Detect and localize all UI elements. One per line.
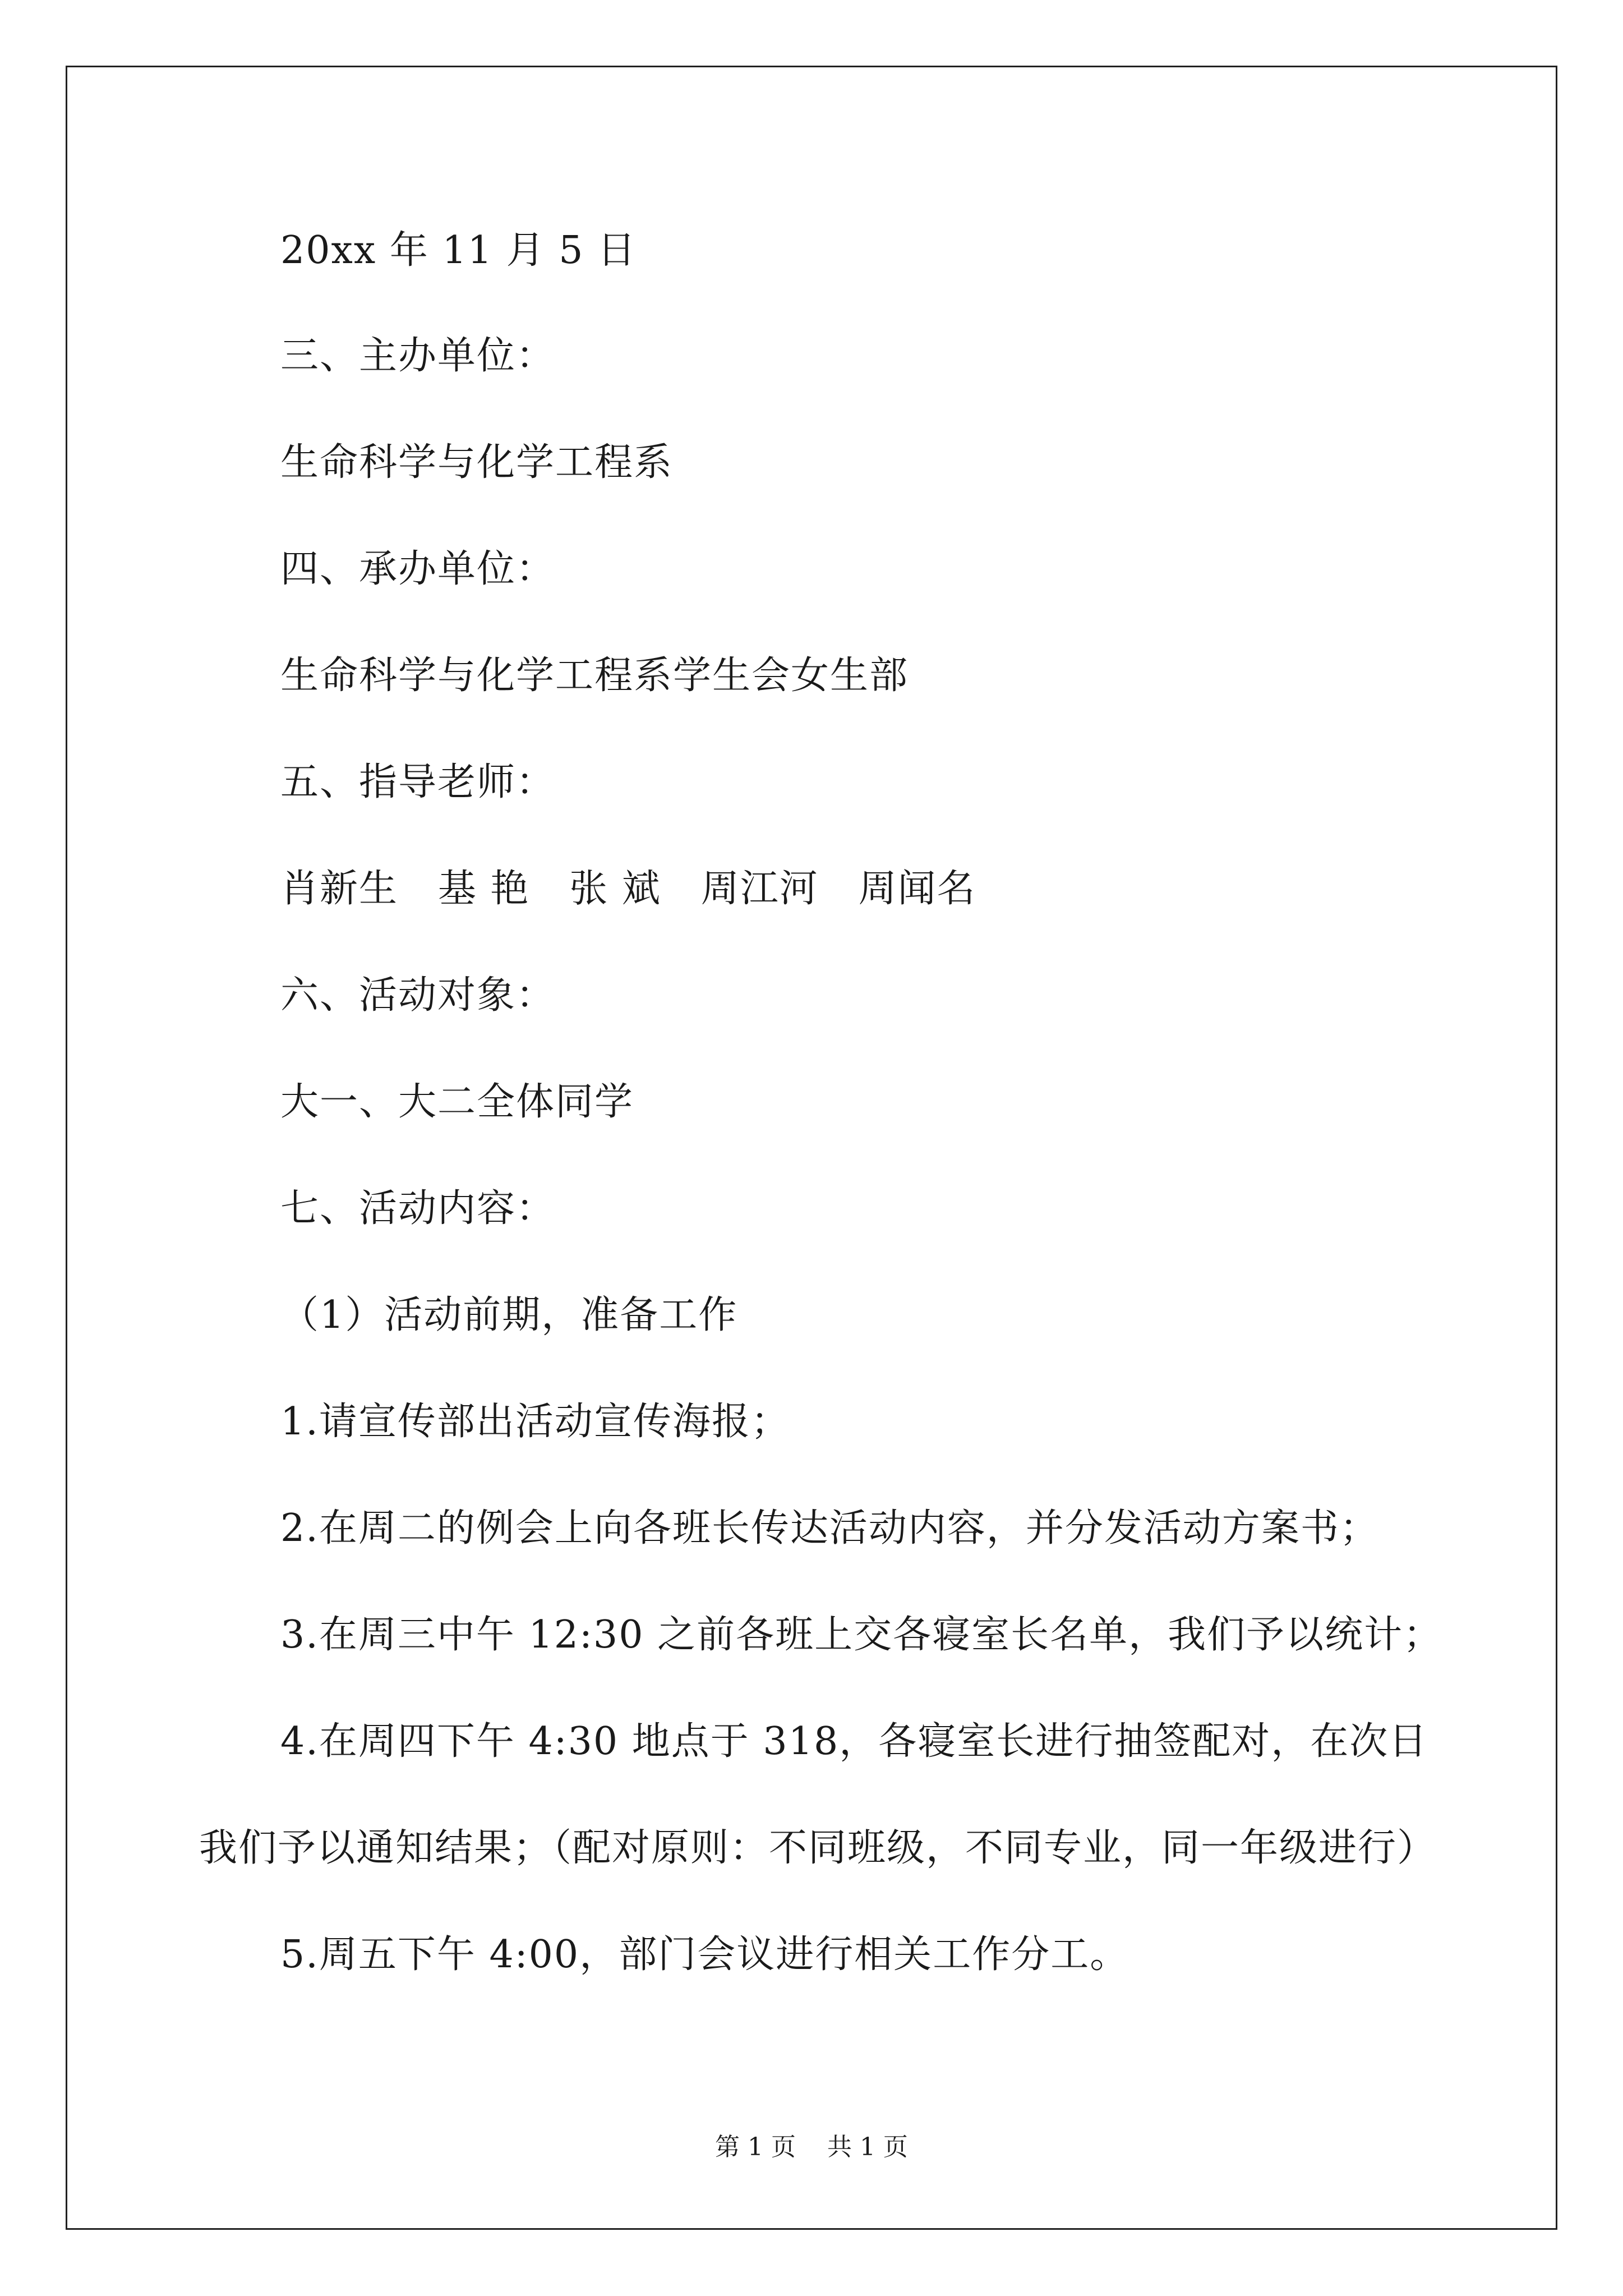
section-heading-organizer: 三、主办单位： (280, 334, 556, 378)
participants: 大一、大二全体同学 (280, 1080, 634, 1124)
section-heading-participants: 六、活动对象： (280, 973, 556, 1018)
list-item: 4.在周四下午 4:30 地点于 318，各寝室长进行抽签配对，在次日 (280, 1719, 1428, 1764)
advisor-names: 肖新生 基 艳 张 斌 周江河 周闻名 (280, 867, 976, 911)
list-item: 1.请宣传部出活动宣传海报； (280, 1400, 790, 1444)
co-organizer-name: 生命科学与化学工程系学生会女生部 (280, 654, 909, 698)
subsection-preparation: （1）活动前期，准备工作 (280, 1293, 738, 1337)
section-heading-advisors: 五、指导老师： (280, 760, 556, 804)
list-item: 3.在周三中午 12:30 之前各班上交各寝室长名单，我们予以统计； (280, 1613, 1443, 1657)
list-item: 2.在周二的例会上向各班长传达活动内容，并分发活动方案书； (280, 1506, 1379, 1550)
list-item: 5.周五下午 4:00，部门会议进行相关工作分工。 (280, 1932, 1129, 1977)
list-item-continuation: 我们予以通知结果；（配对原则：不同班级，不同专业，同一年级进行） (199, 1826, 1437, 1870)
section-heading-co-organizer: 四、承办单位： (280, 547, 556, 591)
section-heading-content: 七、活动内容： (280, 1186, 556, 1231)
page-border (66, 66, 1557, 2230)
page-footer: 第 1 页 共 1 页 (715, 2133, 908, 2161)
date-line: 20xx 年 11 月 5 日 (280, 228, 637, 273)
organizer-name: 生命科学与化学工程系 (280, 440, 674, 485)
